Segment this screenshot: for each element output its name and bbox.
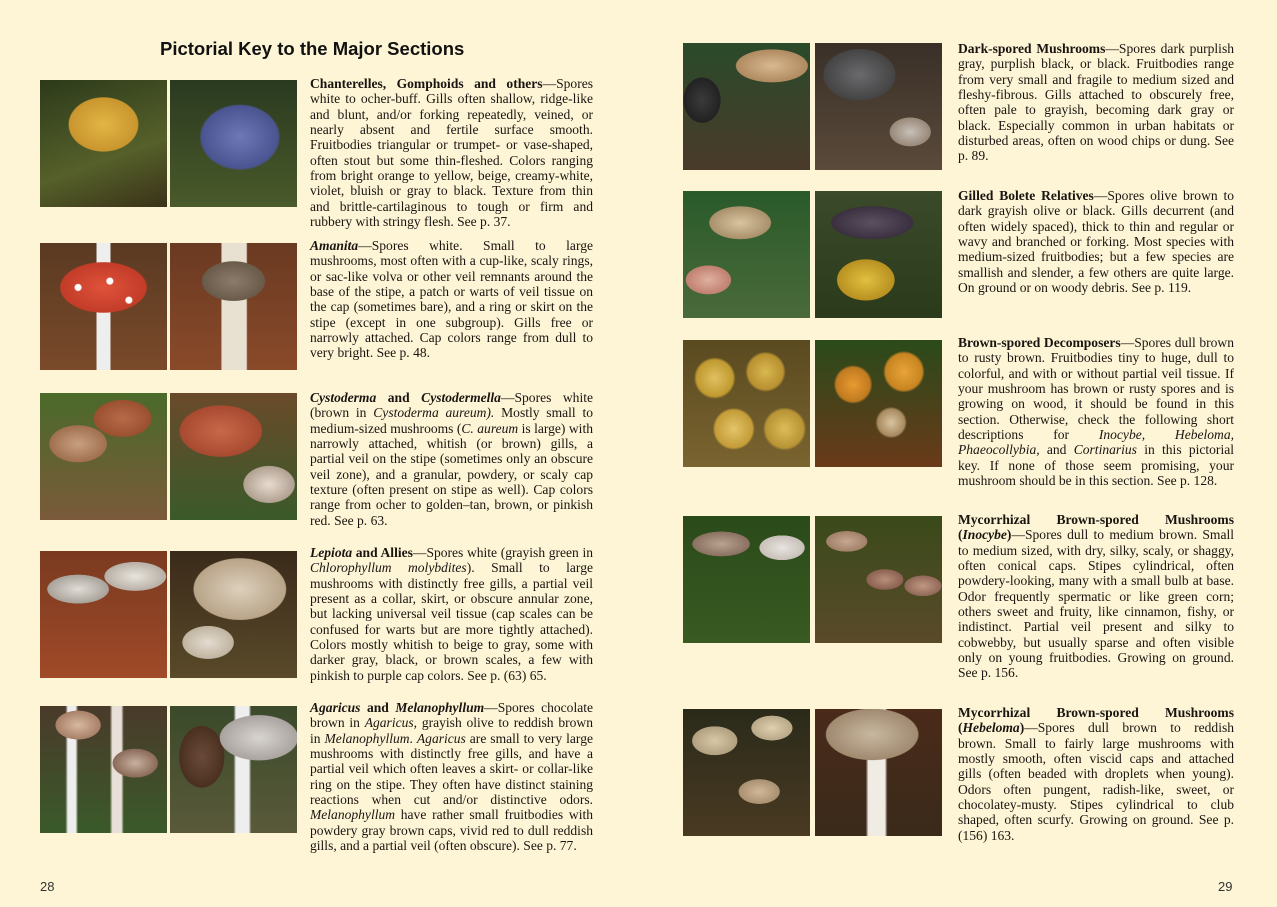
page-number-right: 29	[1218, 879, 1233, 894]
section-text: )	[1006, 527, 1012, 543]
section-heading: Brown-spored Decomposers	[958, 335, 1121, 350]
inocybe-photo-2	[815, 516, 942, 643]
section-text: Cystoderma aureum).	[373, 405, 495, 421]
section-text: Hebeloma	[962, 720, 1020, 736]
section-text: —Spores white (grayish green in	[412, 545, 593, 560]
section-text: C. aureum	[461, 420, 519, 436]
amanita-red-photo	[40, 243, 167, 370]
section-text: Agaricus	[364, 715, 414, 731]
dark-spored-photo-2	[815, 43, 942, 170]
section-text: are small to very large mushrooms with distinctly free gills, and have a partial veil which often leaves a skirt- or collar-like ring on the stipe. They often have distinct staining reactions when cut and/or distinctive odors.	[310, 730, 593, 808]
section-heading: Agaricus	[310, 700, 361, 715]
section-text: in this pictorial key. If none of those seem promising, your mushroom should be in this section. See p. 128.	[958, 442, 1234, 489]
section-text: and	[1039, 442, 1074, 458]
section-text: is large) with narrowly attached, whitish (or brown) gills, a partial veil on the stipe (sometimes only an obscure veil zone), and a granular, powdery, or scaly cap texture (often present on stipe as well). Cap colors range from ocher to golden–tan, brown, or pinkish red. See p. 63.	[310, 420, 593, 528]
section-text: ). Small to large mushrooms with distinctly free gills, a partial veil present as a collar, skirt, or obscure annular zone, but lacking universal veil tissue (cap scales can be confused for warts but are more tightly attached). Colors mostly whitish to beige to gray, some with darker gray, black, or brown scales, a few with pinkish to purple cap colors. See p. (63) 65.	[310, 560, 593, 683]
gilled-bolete-photo-2	[815, 191, 942, 318]
section-entry	[958, 335, 1234, 488]
section-text: Cystodermella	[421, 390, 501, 405]
section-text: and Allies	[352, 545, 413, 560]
melanophyllum-photo	[170, 706, 297, 833]
section-text: —Spores dull brown to reddish brown. Small to fairly large mushrooms with mostly smooth, often viscid caps and attached gills (often beaded with droplets when young). Odors often pungent, radish-like, sweet, or chocolatey-musty. Stipes cylindrical to club shaped, often scurfy. Growing on ground. See p. (156) 163.	[958, 720, 1234, 843]
section-text: and	[360, 700, 396, 715]
section-heading: Dark-spored Mushrooms	[958, 41, 1106, 56]
section-text: Cortinarius	[1073, 442, 1137, 458]
section-heading: Chanterelles, Gomphoids and others	[310, 76, 543, 91]
dark-spored-photo-1	[683, 43, 810, 170]
section-text: .	[409, 730, 417, 746]
section-text: —Spores dull brown to rusty brown. Fruitbodies tiny to huge, dull to colorful, and with or without partial veil tissue. If your mushroom has brown or rusty spores and is growing on wood, it should be found in this section. Otherwise, check the following short descriptions for	[958, 335, 1234, 443]
brown-decomposer-photo-1	[683, 340, 810, 467]
section-text: —Spores white. Small to large mushrooms, most often with a cup-like, scaly rings, or sac-like volva or other veil remnants around the base of the stipe, a patch or warts of veil tissue on the cap (sometimes bare), and a ring or skirt on the stipe (except in one subgroup). Gills free or narrowly attached. Cap colors range from dull to very bright. See p. 48.	[310, 238, 593, 361]
section-entry	[310, 76, 593, 229]
section-entry	[958, 41, 1234, 164]
section-entry	[310, 545, 593, 683]
section-entry	[310, 700, 593, 853]
page-title: Pictorial Key to the Major Sections	[160, 38, 465, 59]
section-heading: Cystoderma	[310, 390, 377, 405]
section-text: Melanophyllum	[324, 730, 410, 746]
section-text: Melanophyllum	[395, 700, 485, 715]
section-heading: Mycorrhizal Brown-spored Mushrooms (	[958, 512, 1234, 543]
section-text: Mostly small to medium-sized mushrooms (	[310, 405, 593, 436]
section-entry	[958, 705, 1234, 843]
section-heading: Amanita	[310, 238, 359, 253]
section-text: Inocybe, Hebeloma, Phaeocollybia,	[958, 427, 1234, 458]
section-text: )	[1019, 720, 1025, 736]
section-text: Melanophyllum	[310, 807, 396, 823]
hebeloma-photo-1	[683, 709, 810, 836]
section-text: —Spores white (brown in	[310, 390, 593, 421]
inocybe-photo-1	[683, 516, 810, 643]
section-entry	[958, 188, 1234, 295]
lepiota-scaly-photo	[170, 551, 297, 678]
section-heading: Lepiota	[310, 545, 353, 560]
section-heading: Gilled Bolete Relatives	[958, 188, 1094, 203]
gilled-bolete-photo-1	[683, 191, 810, 318]
cystodermella-photo	[170, 393, 297, 520]
lepiota-photo	[40, 551, 167, 678]
section-text: Agaricus	[416, 730, 466, 746]
agaricus-photo	[40, 706, 167, 833]
section-text: Chlorophyllum molybdites	[310, 560, 467, 576]
cystoderma-photo	[40, 393, 167, 520]
page-number-left: 28	[40, 879, 55, 894]
section-text: —Spores dull to medium brown. Small to medium sized, with dry, silky, scaly, or shaggy, often conical caps. Stipes cylindrical, often powdery-looking, many with a small bulb at base. Odor frequently spermatic or like green corn; others sweet and fruity, like cinnamon, fishy, or indistinct. Partial veil present and silky to cobwebby, but usually sparse and often visible only on young fruitbodies. Growing on ground. See p. 156.	[958, 527, 1234, 681]
brown-decomposer-photo-2	[815, 340, 942, 467]
section-text: and	[376, 390, 422, 405]
section-heading: Mycorrhizal Brown-spored Mushrooms (	[958, 705, 1234, 736]
section-text: have rather small fruitbodies with powdery gray brown caps, vivid red to dull reddish gills, and a partial veil (often obscure). See p. 77.	[310, 807, 593, 854]
section-text: —Spores olive brown to dark grayish olive or black. Gills decurrent (and often widely spaced), thick to thin and regular or wavy and branched or forking. Most species with medium-sized fruitbodies; but a few species are smallish and slender, a few others are quite large. On ground or on woody debris. See p. 119.	[958, 188, 1234, 296]
chanterelle-photo	[40, 80, 167, 207]
section-text: , grayish olive to reddish brown in	[310, 715, 593, 746]
section-text: —Spores chocolate brown in	[310, 700, 593, 731]
section-entry	[310, 238, 593, 361]
section-text: —Spores white to ocher-buff. Gills often shallow, ridge-like and blunt, and/or forking repeatedly, veined, or nearly absent and fertile surface smooth. Fruitbodies triangular or trumpet- or vase-shaped, often stout but some thin-fleshed. Colors ranging from bright orange to yellow, beige, creamy-white, violet, bluish or gray to black. Texture from thin and brittle-cartilaginous to tough or firm and rubbery with stringy flesh. See p. 37.	[310, 76, 593, 230]
section-text: Inocybe	[962, 527, 1007, 543]
hebeloma-photo-2	[815, 709, 942, 836]
section-text: —Spores dark purplish gray, purplish black, or black. Fruitbodies range from very small and fragile to medium sized and fleshy-fibrous. Gills attached to obscurely free, often pale to grayish, becoming dark gray or black. Especially common in urban habitats or disturbed areas, often on wood chips or dung. See p. 89.	[958, 41, 1234, 164]
amanita-gray-photo	[170, 243, 297, 370]
section-entry	[310, 390, 593, 528]
black-chanterelle-photo	[170, 80, 297, 207]
section-entry	[958, 512, 1234, 681]
